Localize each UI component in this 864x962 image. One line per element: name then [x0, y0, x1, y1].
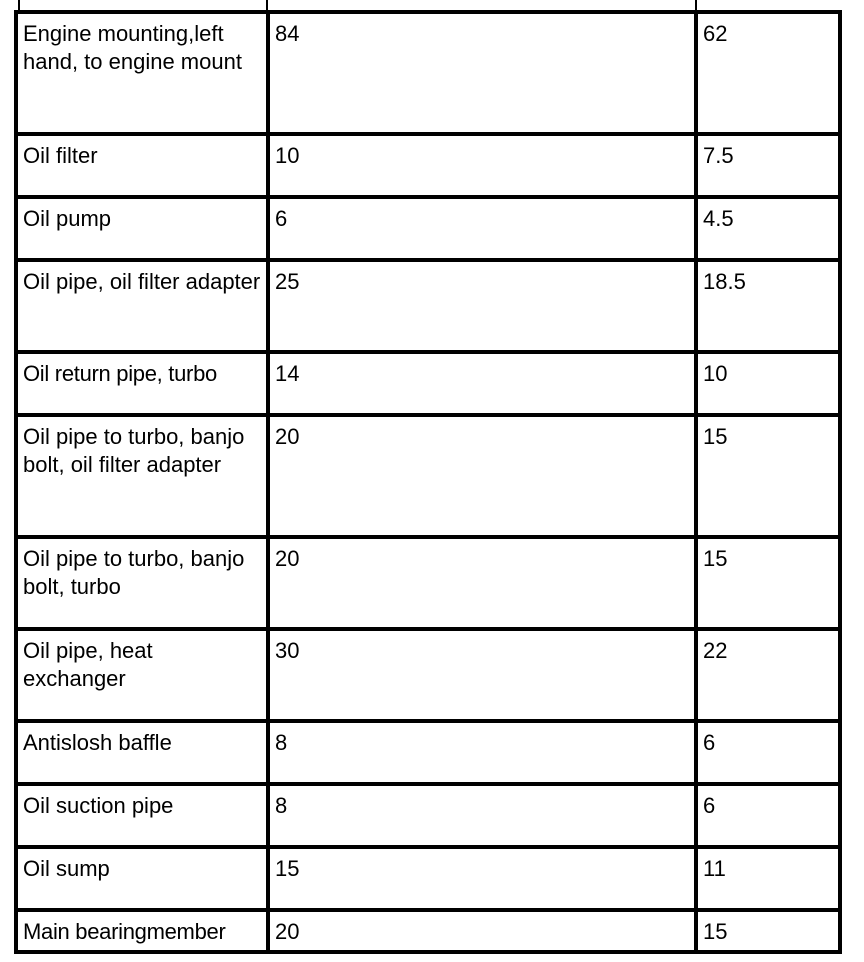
- table-row: [16, 352, 840, 415]
- component-cell: Oil pipe, heat exchanger: [16, 629, 268, 721]
- torque-nm-cell: 6: [268, 197, 696, 260]
- table-row: [16, 847, 840, 910]
- table-body: [16, 12, 840, 952]
- torque-nm-cell: 8: [268, 784, 696, 847]
- table-row: [16, 197, 840, 260]
- table-row: [16, 784, 840, 847]
- component-cell: Antislosh baffle: [16, 721, 268, 784]
- torque-nm-cell: 20: [268, 415, 696, 537]
- torque-ftlb-cell: 18.5: [696, 260, 840, 352]
- component-cell: Oil pipe, oil filter adapter: [16, 260, 268, 352]
- torque-nm-cell: 25: [268, 260, 696, 352]
- torque-ftlb-cell: 62: [696, 12, 840, 134]
- torque-ftlb-cell: 6: [696, 721, 840, 784]
- torque-ftlb-cell: 7.5: [696, 134, 840, 197]
- table-row: [16, 260, 840, 352]
- table-row: [16, 629, 840, 721]
- torque-nm-cell: 20: [268, 910, 696, 952]
- torque-ftlb-cell: 6: [696, 784, 840, 847]
- torque-ftlb-cell: 10: [696, 352, 840, 415]
- torque-ftlb-cell: 15: [696, 537, 840, 629]
- torque-ftlb-cell: 22: [696, 629, 840, 721]
- torque-nm-cell: 20: [268, 537, 696, 629]
- component-cell: Oil sump: [16, 847, 268, 910]
- torque-nm-cell: 8: [268, 721, 696, 784]
- component-cell: Oil pipe to turbo, banjo bolt, turbo: [16, 537, 268, 629]
- torque-ftlb-cell: 11: [696, 847, 840, 910]
- torque-ftlb-cell: 15: [696, 415, 840, 537]
- torque-nm-cell: 30: [268, 629, 696, 721]
- torque-nm-cell: 14: [268, 352, 696, 415]
- torque-spec-table: [14, 10, 842, 954]
- table-row: [16, 910, 840, 952]
- torque-nm-cell: 15: [268, 847, 696, 910]
- component-cell: Oil filter: [16, 134, 268, 197]
- torque-ftlb-cell: 4.5: [696, 197, 840, 260]
- table-row: [16, 12, 840, 134]
- torque-ftlb-cell: 15: [696, 910, 840, 952]
- table-row: [16, 415, 840, 537]
- component-cell: Oil pipe to turbo, banjo bolt, oil filter adapter: [16, 415, 268, 537]
- component-cell: Oil return pipe, turbo: [16, 352, 268, 415]
- table-row: [16, 721, 840, 784]
- torque-nm-cell: 10: [268, 134, 696, 197]
- torque-nm-cell: 84: [268, 12, 696, 134]
- component-cell: Oil suction pipe: [16, 784, 268, 847]
- component-cell: Oil pump: [16, 197, 268, 260]
- component-cell: Main bearingmember: [16, 910, 268, 952]
- table-row: [16, 537, 840, 629]
- component-cell: Engine mounting,left hand, to engine mount: [16, 12, 268, 134]
- table-row: [16, 134, 840, 197]
